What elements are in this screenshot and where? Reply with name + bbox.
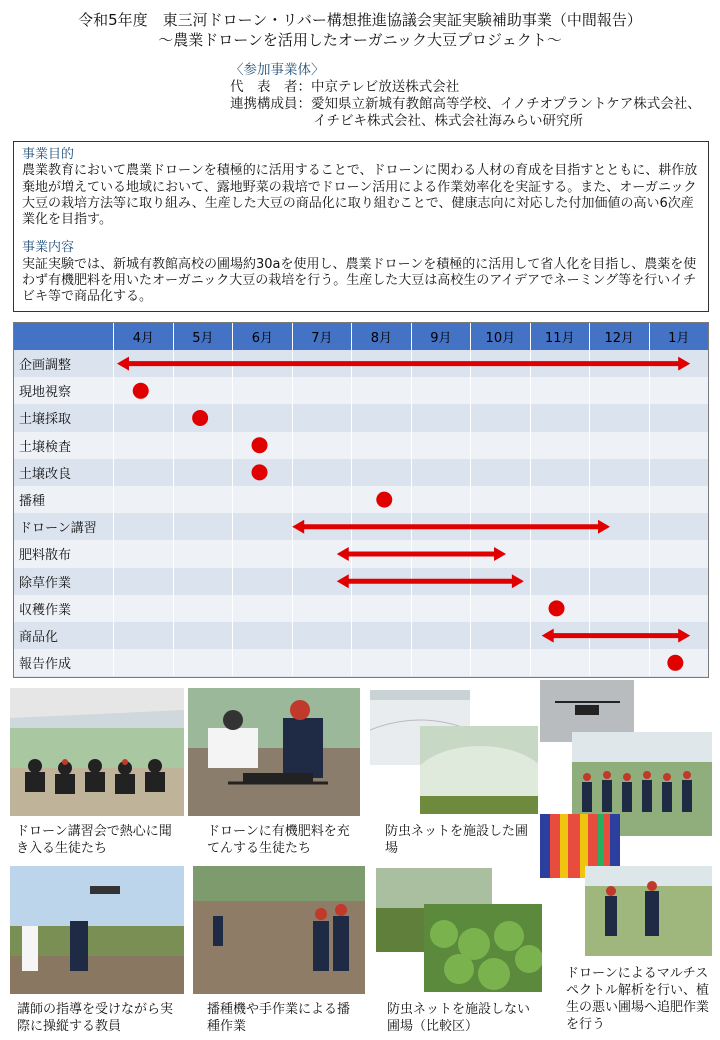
schedule-cell	[530, 540, 589, 567]
schedule-cell	[589, 350, 648, 377]
schedule-cell	[530, 568, 589, 595]
schedule-cell	[649, 568, 708, 595]
participants-heading: 〈参加事業体〉	[230, 62, 325, 78]
task-label: 肥料散布	[19, 548, 72, 564]
task-label: 現地視察	[19, 385, 72, 401]
schedule-cell	[470, 622, 529, 649]
schedule-cell	[470, 513, 529, 540]
schedule-cell	[589, 377, 648, 404]
schedule-cell	[649, 513, 708, 540]
task-label: 収穫作業	[19, 602, 72, 618]
schedule-cell	[292, 350, 351, 377]
schedule-cell	[232, 486, 291, 513]
schedule-cell	[470, 432, 529, 459]
schedule-cell	[173, 404, 232, 431]
schedule-cell	[470, 540, 529, 567]
month-header: 10月	[470, 323, 529, 350]
schedule-cell	[470, 350, 529, 377]
page-title: 令和5年度 東三河ドローン・リバー構想推進協議会実証実験補助事業（中間報告）	[78, 11, 642, 29]
schedule-cell	[470, 568, 529, 595]
schedule-cell	[351, 622, 410, 649]
schedule-cell	[113, 568, 172, 595]
schedule-cell	[470, 459, 529, 486]
schedule-cell	[470, 486, 529, 513]
schedule-cell	[173, 459, 232, 486]
schedule-cell	[649, 649, 708, 676]
schedule-cell	[292, 432, 351, 459]
schedule-cell	[411, 568, 470, 595]
caption-5: 播種機や手作業による播種作業	[207, 1002, 351, 1034]
schedule-cell	[530, 377, 589, 404]
task-label: 商品化	[19, 630, 59, 646]
schedule-cell	[411, 486, 470, 513]
schedule-row	[14, 649, 708, 676]
schedule-cell	[411, 404, 470, 431]
month-header: 4月	[113, 323, 172, 350]
schedule-cell	[232, 622, 291, 649]
schedule-cell	[411, 540, 470, 567]
schedule-cell	[649, 486, 708, 513]
schedule-cell	[351, 595, 410, 622]
month-header: 11月	[530, 323, 589, 350]
caption-1: ドローン講習会で熱心に聞き入る生徒たち	[16, 824, 172, 856]
schedule-row	[14, 568, 708, 595]
schedule-cell	[292, 622, 351, 649]
schedule-cell	[113, 459, 172, 486]
schedule-cell	[351, 540, 410, 567]
schedule-cell	[232, 568, 291, 595]
schedule-cell	[589, 432, 648, 459]
schedule-row	[14, 540, 708, 567]
schedule-row	[14, 459, 708, 486]
purpose-title: 事業目的	[22, 147, 75, 162]
schedule-header-corner	[14, 323, 113, 350]
schedule-cell	[649, 459, 708, 486]
schedule-cell	[470, 377, 529, 404]
representative-line: 代 表 者：中京テレビ放送株式会社	[230, 79, 460, 95]
schedule-cell	[292, 595, 351, 622]
page-subtitle: ～農業ドローンを活用したオーガニック大豆プロジェクト～	[158, 31, 562, 49]
schedule-cell	[173, 377, 232, 404]
task-label: 土壌採取	[19, 412, 72, 428]
schedule-cell	[173, 540, 232, 567]
task-label: ドローン講習	[19, 521, 97, 537]
schedule-cell	[351, 486, 410, 513]
schedule-cell	[649, 595, 708, 622]
schedule-row	[14, 432, 708, 459]
task-label: 播種	[19, 494, 46, 510]
schedule-cell	[411, 595, 470, 622]
purpose-box	[13, 141, 709, 312]
schedule-cell	[292, 377, 351, 404]
members-line-1: 連携構成員：愛知県立新城有教館高等学校、イノチオプラントケア株式会社、	[230, 96, 701, 112]
photo-sowing	[193, 866, 365, 994]
month-header: 9月	[411, 323, 470, 350]
schedule-cell	[292, 568, 351, 595]
schedule-cell	[113, 350, 172, 377]
schedule-cell	[530, 622, 589, 649]
schedule-cell	[530, 486, 589, 513]
schedule-cell	[113, 404, 172, 431]
schedule-cell	[649, 350, 708, 377]
schedule-cell	[530, 350, 589, 377]
schedule-cell	[411, 432, 470, 459]
schedule-row	[14, 404, 708, 431]
schedule-cell	[232, 350, 291, 377]
schedule-cell	[649, 432, 708, 459]
schedule-cell	[411, 649, 470, 676]
schedule-cell	[232, 377, 291, 404]
content-body: 実証実験では、新城有教館高校の圃場約30aを使用し、農業ドローンを積極的に活用して省人化を目指し、農薬を使わず有機肥料を用いたオーガニック大豆の栽培を行う。生産した大豆は高校生のアイデアでネーミング等を行いイチビキ等で商品化する。	[22, 256, 697, 305]
schedule-cell	[232, 432, 291, 459]
photo-drone-lecture	[10, 688, 184, 816]
schedule-cell	[173, 513, 232, 540]
schedule-cell	[411, 350, 470, 377]
schedule-cell	[351, 432, 410, 459]
schedule-cell	[292, 540, 351, 567]
schedule-cell	[173, 350, 232, 377]
schedule-cell	[530, 432, 589, 459]
schedule-cell	[292, 459, 351, 486]
schedule-cell	[292, 513, 351, 540]
schedule-cell	[173, 595, 232, 622]
photo-net-b	[420, 726, 538, 814]
schedule-cell	[589, 595, 648, 622]
schedule-cell	[173, 649, 232, 676]
schedule-cell	[232, 649, 291, 676]
schedule-cell	[351, 568, 410, 595]
schedule-cell	[589, 649, 648, 676]
schedule-cell	[292, 486, 351, 513]
task-label: 土壌改良	[19, 466, 72, 482]
photo-topdressing	[585, 866, 712, 956]
schedule-cell	[351, 404, 410, 431]
schedule-row	[14, 595, 708, 622]
schedule-cell	[113, 622, 172, 649]
schedule-cell	[232, 540, 291, 567]
month-header: 1月	[649, 323, 708, 350]
schedule-cell	[470, 649, 529, 676]
schedule-cell	[530, 595, 589, 622]
month-header: 12月	[589, 323, 648, 350]
task-label: 除草作業	[19, 575, 72, 591]
caption-4: 講師の指導を受けながら実際に操縦する教員	[17, 1002, 174, 1034]
schedule-cell	[649, 622, 708, 649]
schedule-cell	[351, 649, 410, 676]
task-label: 企画調整	[19, 358, 72, 374]
schedule-cell	[232, 404, 291, 431]
schedule-cell	[589, 513, 648, 540]
schedule-cell	[411, 377, 470, 404]
content-title: 事業内容	[22, 240, 75, 256]
participants-block	[230, 62, 701, 130]
schedule-row	[14, 513, 708, 540]
photo-no-net-b	[424, 904, 542, 992]
schedule-cell	[173, 432, 232, 459]
schedule-table	[13, 322, 709, 678]
schedule-cell	[470, 404, 529, 431]
schedule-cell	[351, 377, 410, 404]
month-header: 6月	[232, 323, 291, 350]
caption-7: ドローンによるマルチスペクトル解析を行い、植生の悪い圃場へ追肥作業を行う	[566, 966, 710, 1032]
schedule-cell	[173, 486, 232, 513]
month-header: 8月	[351, 323, 410, 350]
schedule-cell	[589, 540, 648, 567]
schedule-cell	[351, 350, 410, 377]
photo-drone-filling	[188, 688, 360, 816]
schedule-cell	[113, 595, 172, 622]
schedule-cell	[589, 459, 648, 486]
schedule-row	[14, 377, 708, 404]
schedule-cell	[411, 513, 470, 540]
schedule-cell	[113, 432, 172, 459]
schedule-cell	[649, 377, 708, 404]
schedule-cell	[113, 377, 172, 404]
schedule-row	[14, 622, 708, 649]
caption-2: ドローンに有機肥料を充てんする生徒たち	[207, 824, 350, 856]
schedule-cell	[411, 459, 470, 486]
schedule-cell	[232, 513, 291, 540]
schedule-cell	[232, 459, 291, 486]
task-label: 土壌検査	[19, 439, 72, 455]
schedule-cell	[113, 649, 172, 676]
schedule-cell	[530, 404, 589, 431]
schedule-cell	[589, 568, 648, 595]
schedule-cell	[589, 486, 648, 513]
schedule-cell	[113, 513, 172, 540]
schedule-row	[14, 486, 708, 513]
month-header: 5月	[173, 323, 232, 350]
schedule-cell	[411, 622, 470, 649]
task-label: 報告作成	[19, 657, 72, 673]
schedule-cell	[530, 513, 589, 540]
photo-instructor-flying	[10, 866, 184, 994]
schedule-cell	[113, 540, 172, 567]
schedule-cell	[292, 404, 351, 431]
schedule-cell	[530, 459, 589, 486]
schedule-cell	[530, 649, 589, 676]
schedule-row	[14, 350, 708, 377]
members-line-2: イチビキ株式会社、株式会社海みらい研究所	[313, 113, 583, 129]
schedule-cell	[173, 568, 232, 595]
schedule-header-row	[14, 323, 708, 350]
schedule-cell	[470, 595, 529, 622]
schedule-cell	[232, 595, 291, 622]
caption-6: 防虫ネットを施設しない圃場（比較区）	[387, 1002, 531, 1034]
schedule-cell	[589, 404, 648, 431]
schedule-cell	[649, 540, 708, 567]
schedule-cell	[173, 622, 232, 649]
schedule-cell	[589, 622, 648, 649]
schedule-cell	[113, 486, 172, 513]
schedule-cell	[351, 459, 410, 486]
schedule-cell	[649, 404, 708, 431]
month-header: 7月	[292, 323, 351, 350]
schedule-cell	[351, 513, 410, 540]
purpose-body: 農業教育において農業ドローンを積極的に活用することで、ドローンに関わる人材の育成を目指すとともに、耕作放棄地が増えている地域において、露地野菜の栽培でドローン活用による作業効率化を実証する。また、オーガニック大豆の栽培方法等に取り組み、生産した大豆の商品化に取り組むことで、健康志向に対応した付加価値の高い6次産業化を目指す。	[22, 163, 698, 228]
caption-3: 防虫ネットを施設した圃場	[385, 824, 529, 856]
schedule-cell	[292, 649, 351, 676]
